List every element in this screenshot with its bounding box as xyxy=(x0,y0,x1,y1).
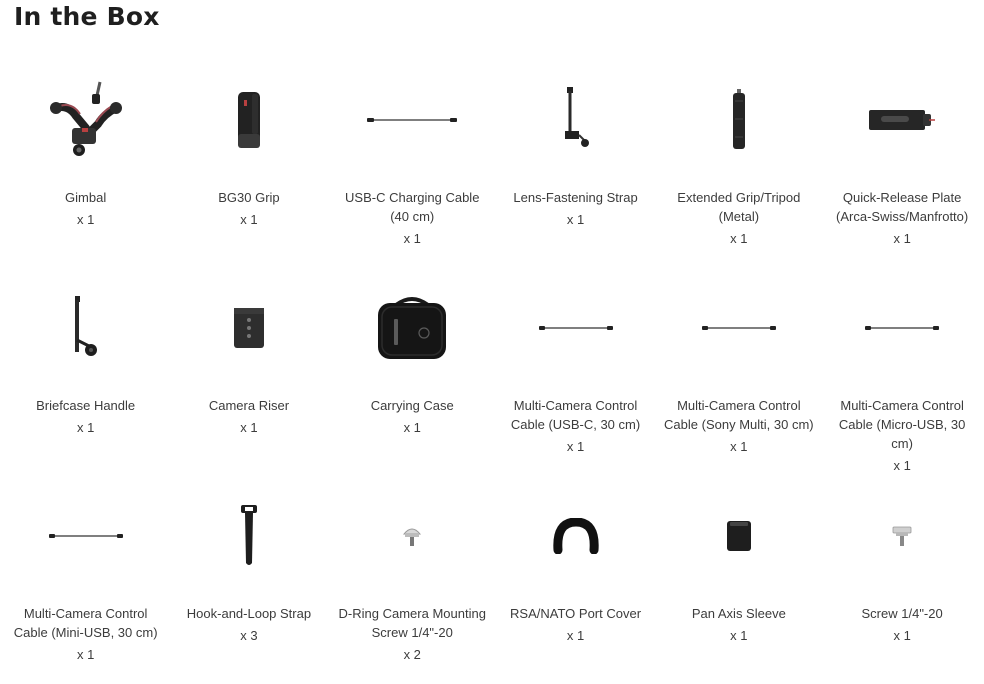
item-label xyxy=(500,188,651,229)
item-name: Carrying Case xyxy=(370,398,454,413)
box-item-carrying-case xyxy=(331,268,494,476)
item-label xyxy=(826,396,977,475)
camera-riser-thumb xyxy=(167,268,330,388)
item-label xyxy=(500,604,651,645)
carrying-case-icon xyxy=(376,295,448,361)
item-label xyxy=(826,604,977,645)
item-name: Screw 1/4"-20 xyxy=(861,606,943,621)
item-label xyxy=(337,188,488,248)
item-name: Multi-Camera Control Cable (Sony Multi, 30 cm) xyxy=(664,398,814,432)
cable-thumb xyxy=(331,60,494,180)
box-item-camera-riser xyxy=(167,268,330,476)
section-title: In the Box xyxy=(14,2,160,31)
item-name: Briefcase Handle xyxy=(36,398,136,413)
item-label xyxy=(10,604,161,664)
briefcase-handle-thumb xyxy=(4,268,167,388)
hook-loop-strap-thumb xyxy=(167,476,330,596)
item-qty: x 1 xyxy=(240,212,258,227)
lens-strap-icon xyxy=(561,87,591,153)
box-item-bg30-grip xyxy=(167,60,330,268)
box-item-multi-camera-cable-mini-usb xyxy=(4,476,167,684)
screw-icon xyxy=(891,525,913,547)
item-qty: x 1 xyxy=(76,647,95,662)
gimbal-thumb xyxy=(4,60,167,180)
item-label xyxy=(663,188,814,248)
item-qty: x 1 xyxy=(76,212,95,227)
box-item-screw xyxy=(820,476,983,684)
quick-release-plate-thumb xyxy=(820,60,983,180)
cable-icon xyxy=(539,324,613,332)
box-item-lens-fastening-strap xyxy=(494,60,657,268)
grip-icon xyxy=(234,90,264,150)
item-qty: x 1 xyxy=(403,231,421,246)
cable-icon xyxy=(49,532,123,540)
item-name: Quick-Release Plate (Arca-Swiss/Manfrotto) xyxy=(836,190,969,224)
box-item-multi-camera-cable-usb-c xyxy=(494,268,657,476)
item-qty: x 1 xyxy=(566,212,585,227)
item-qty: x 1 xyxy=(566,439,585,454)
carrying-case-thumb xyxy=(331,268,494,388)
cable-thumb xyxy=(820,268,983,388)
d-ring-screw-thumb xyxy=(331,476,494,596)
item-name: Extended Grip/Tripod (Metal) xyxy=(677,190,801,224)
item-label xyxy=(10,188,161,229)
item-qty: x 1 xyxy=(730,439,748,454)
item-label xyxy=(173,604,324,645)
box-item-multi-camera-cable-micro-usb xyxy=(820,268,983,476)
item-name: D-Ring Camera Mounting Screw 1/4"-20 xyxy=(338,606,486,640)
port-cover-icon xyxy=(552,518,600,554)
item-label xyxy=(663,604,814,645)
item-qty: x 1 xyxy=(566,628,585,643)
item-name: Multi-Camera Control Cable (Mini-USB, 30 cm) xyxy=(13,606,158,640)
item-name: Hook-and-Loop Strap xyxy=(186,606,312,621)
item-label xyxy=(337,604,488,664)
hook-loop-strap-icon xyxy=(239,505,259,567)
briefcase-handle-icon xyxy=(71,296,101,360)
item-label xyxy=(663,396,814,456)
grip-thumb xyxy=(167,60,330,180)
item-label xyxy=(337,396,488,437)
item-name: Multi-Camera Control Cable (USB-C, 30 cm) xyxy=(510,398,641,432)
item-qty: x 1 xyxy=(893,458,911,473)
port-cover-thumb xyxy=(494,476,657,596)
cable-icon xyxy=(367,116,457,124)
pan-axis-sleeve-thumb xyxy=(657,476,820,596)
screw-thumb xyxy=(820,476,983,596)
cable-thumb xyxy=(657,268,820,388)
in-the-box-grid xyxy=(4,60,984,684)
box-item-multi-camera-cable-sony xyxy=(657,268,820,476)
item-label xyxy=(10,396,161,437)
item-name: Gimbal xyxy=(65,190,107,205)
cable-icon xyxy=(702,324,776,332)
box-item-pan-axis-sleeve xyxy=(657,476,820,684)
box-item-gimbal xyxy=(4,60,167,268)
item-name: Pan Axis Sleeve xyxy=(691,606,786,621)
box-item-usb-c-charging-cable xyxy=(331,60,494,268)
box-item-quick-release-plate xyxy=(820,60,983,268)
item-label xyxy=(500,396,651,456)
quick-release-plate-icon xyxy=(869,108,935,132)
d-ring-screw-icon xyxy=(401,524,423,548)
tripod-icon xyxy=(729,89,749,151)
box-item-briefcase-handle xyxy=(4,268,167,476)
box-item-rsa-nato-port-cover xyxy=(494,476,657,684)
item-label xyxy=(173,188,324,229)
item-qty: x 1 xyxy=(730,628,748,643)
item-label xyxy=(173,396,324,437)
cable-thumb xyxy=(494,268,657,388)
item-label xyxy=(826,188,977,248)
item-qty: x 1 xyxy=(240,420,258,435)
box-item-hook-and-loop-strap xyxy=(167,476,330,684)
item-name: RSA/NATO Port Cover xyxy=(510,606,642,621)
item-qty: x 1 xyxy=(730,231,748,246)
item-qty: x 1 xyxy=(893,231,911,246)
camera-riser-icon xyxy=(232,306,266,350)
cable-thumb xyxy=(4,476,167,596)
box-item-d-ring-mounting-screw xyxy=(331,476,494,684)
pan-axis-sleeve-icon xyxy=(726,520,752,552)
item-qty: x 1 xyxy=(893,628,911,643)
tripod-thumb xyxy=(657,60,820,180)
item-name: Camera Riser xyxy=(208,398,290,413)
gimbal-icon xyxy=(46,78,126,162)
item-name: USB-C Charging Cable (40 cm) xyxy=(345,190,480,224)
box-item-extended-grip-tripod xyxy=(657,60,820,268)
item-qty: x 2 xyxy=(403,647,421,662)
cable-icon xyxy=(865,324,939,332)
item-qty: x 1 xyxy=(76,420,95,435)
item-name: BG30 Grip xyxy=(218,190,280,205)
item-name: Lens-Fastening Strap xyxy=(513,190,638,205)
item-qty: x 1 xyxy=(403,420,421,435)
item-qty: x 3 xyxy=(240,628,258,643)
item-name: Multi-Camera Control Cable (Micro-USB, 30 cm) xyxy=(838,398,966,451)
lens-strap-thumb xyxy=(494,60,657,180)
